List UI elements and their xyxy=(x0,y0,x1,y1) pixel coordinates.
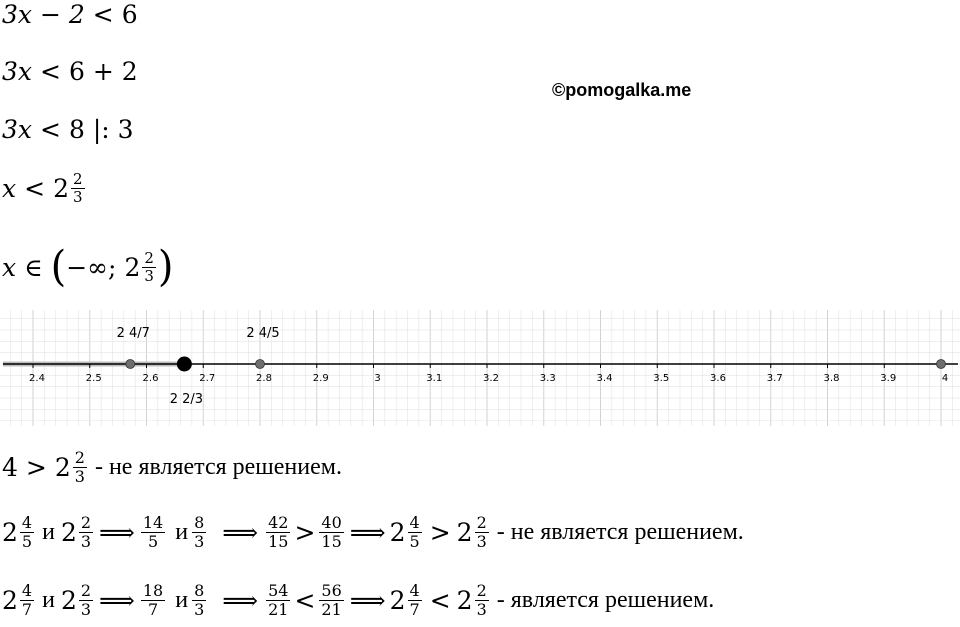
fraction: $\frac{56}{21}$ xyxy=(321,581,342,619)
compare-op: > xyxy=(429,518,451,547)
fraction: $\frac{2}{3}$ xyxy=(476,513,487,551)
step-lhs: x xyxy=(2,174,17,203)
compare-op: < xyxy=(429,586,451,615)
tick-label: 3 xyxy=(374,373,381,384)
tick-label: 2.7 xyxy=(199,373,216,384)
mixed-whole: 2 xyxy=(60,586,77,615)
mixed-whole: 2 xyxy=(2,518,18,547)
step-rhs: 6 xyxy=(121,0,138,29)
fraction: $\frac{8}{3}$ xyxy=(194,513,205,551)
mixed-whole: 2 xyxy=(389,518,406,547)
step-op: < xyxy=(92,0,114,29)
fraction: $\frac{40}{15}$ xyxy=(321,513,342,551)
step-op: ∈ xyxy=(24,252,43,282)
fraction: $\frac{18}{7}$ xyxy=(142,581,164,619)
implies-arrow: ⟹ xyxy=(99,586,135,615)
close-paren: ) xyxy=(157,242,174,292)
step-lhs: 3x − 2 xyxy=(2,0,85,29)
tick-label: 3.1 xyxy=(426,373,443,384)
step-lhs: 3x xyxy=(2,57,33,86)
number-line-ticks xyxy=(29,364,948,384)
point-marker xyxy=(937,360,946,369)
implies-arrow: ⟹ xyxy=(222,586,259,615)
implies-arrow: ⟹ xyxy=(349,518,386,547)
tick-label: 2.8 xyxy=(256,373,272,384)
mixed-whole: 2 xyxy=(60,518,77,547)
verdict-text: - не является решением. xyxy=(496,519,744,545)
tick-label: 2.6 xyxy=(142,373,159,384)
conclusion-3 xyxy=(2,583,714,618)
mixed-whole: 2 xyxy=(456,586,473,615)
point-marker xyxy=(256,360,265,369)
step-op: < xyxy=(40,57,61,86)
fraction: $\frac{4}{5}$ xyxy=(21,513,33,551)
tick-label: 3.4 xyxy=(596,373,613,384)
fraction: $\frac{2}{3}$ xyxy=(80,513,92,551)
point-marker xyxy=(126,360,135,369)
open-paren: ( xyxy=(50,242,67,292)
fraction: $\frac{2}{3}$ xyxy=(74,448,85,486)
mixed-whole: 2 xyxy=(53,174,69,203)
step-lhs: x xyxy=(2,252,17,282)
fraction: $\frac{14}{5}$ xyxy=(142,513,164,551)
conclusion-1 xyxy=(2,450,342,485)
step-lhs: 3x xyxy=(2,115,33,144)
conclusion-2 xyxy=(2,515,744,550)
tick-label: 3.8 xyxy=(823,373,840,384)
fraction: $\frac{2}{3}$ xyxy=(144,248,154,285)
mixed-whole: 2 xyxy=(389,586,406,615)
step-1 xyxy=(2,0,138,29)
verdict-text: - не является решением. xyxy=(94,454,342,480)
tick-label: 3.6 xyxy=(710,373,726,384)
step-op: < xyxy=(40,115,61,144)
and-word: и xyxy=(42,587,55,613)
tick-label: 3.9 xyxy=(880,373,897,384)
implies-arrow: ⟹ xyxy=(349,586,386,615)
and-word: и xyxy=(42,519,55,545)
step-divide: |: 3 xyxy=(92,115,134,144)
number-line xyxy=(0,310,960,430)
tick-label: 2.4 xyxy=(29,373,45,384)
fraction: $\frac{42}{15}$ xyxy=(268,513,289,551)
compare-op: > xyxy=(25,453,47,482)
step-2 xyxy=(2,57,138,86)
compare-op: > xyxy=(294,518,316,547)
mixed-whole: 2 xyxy=(2,586,18,615)
fraction: $\frac{8}{3}$ xyxy=(194,581,205,619)
point-label: 2 2/3 xyxy=(169,392,204,407)
mixed-whole: 2 xyxy=(124,252,141,282)
fraction: $\frac{54}{21}$ xyxy=(268,581,289,619)
mixed-whole: 2 xyxy=(54,453,71,482)
implies-arrow: ⟹ xyxy=(222,518,259,547)
mixed-whole: 2 xyxy=(456,518,473,547)
fraction: $\frac{2}{3}$ xyxy=(476,581,487,619)
fraction: $\frac{2}{3}$ xyxy=(80,581,92,619)
step-op: < xyxy=(24,174,46,203)
implies-arrow: ⟹ xyxy=(99,518,135,547)
tick-label: 3.2 xyxy=(483,373,499,384)
point-marker xyxy=(177,357,191,371)
tick-label: 2.9 xyxy=(312,373,329,384)
tick-label: 3.5 xyxy=(653,373,670,384)
neg-infinity: −∞; xyxy=(66,252,117,282)
number-line-points xyxy=(116,326,949,407)
tick-label: 3.7 xyxy=(766,373,783,384)
tick-label: 3.3 xyxy=(539,373,556,384)
verdict-text: - является решением. xyxy=(496,587,715,613)
fraction: $\frac{4}{5}$ xyxy=(409,513,420,551)
fraction: $\frac{4}{7}$ xyxy=(409,581,420,619)
watermark: ©pomogalka.me xyxy=(552,80,692,100)
step-rhs: 6 + 2 xyxy=(68,57,138,86)
and-word: и xyxy=(175,519,189,545)
tick-label: 4 xyxy=(941,373,949,384)
step-3 xyxy=(2,115,134,144)
number: 4 xyxy=(2,453,18,482)
fraction: $\frac{2}{3}$ xyxy=(72,170,83,206)
point-label: 2 4/7 xyxy=(116,326,150,341)
step-4 xyxy=(2,172,87,205)
compare-op: < xyxy=(294,586,316,615)
and-word: и xyxy=(175,587,189,613)
step-5 xyxy=(2,242,174,292)
tick-label: 2.5 xyxy=(85,373,102,384)
point-label: 2 4/5 xyxy=(246,326,280,341)
fraction: $\frac{4}{7}$ xyxy=(21,581,33,619)
step-rhs: 8 xyxy=(68,115,85,144)
